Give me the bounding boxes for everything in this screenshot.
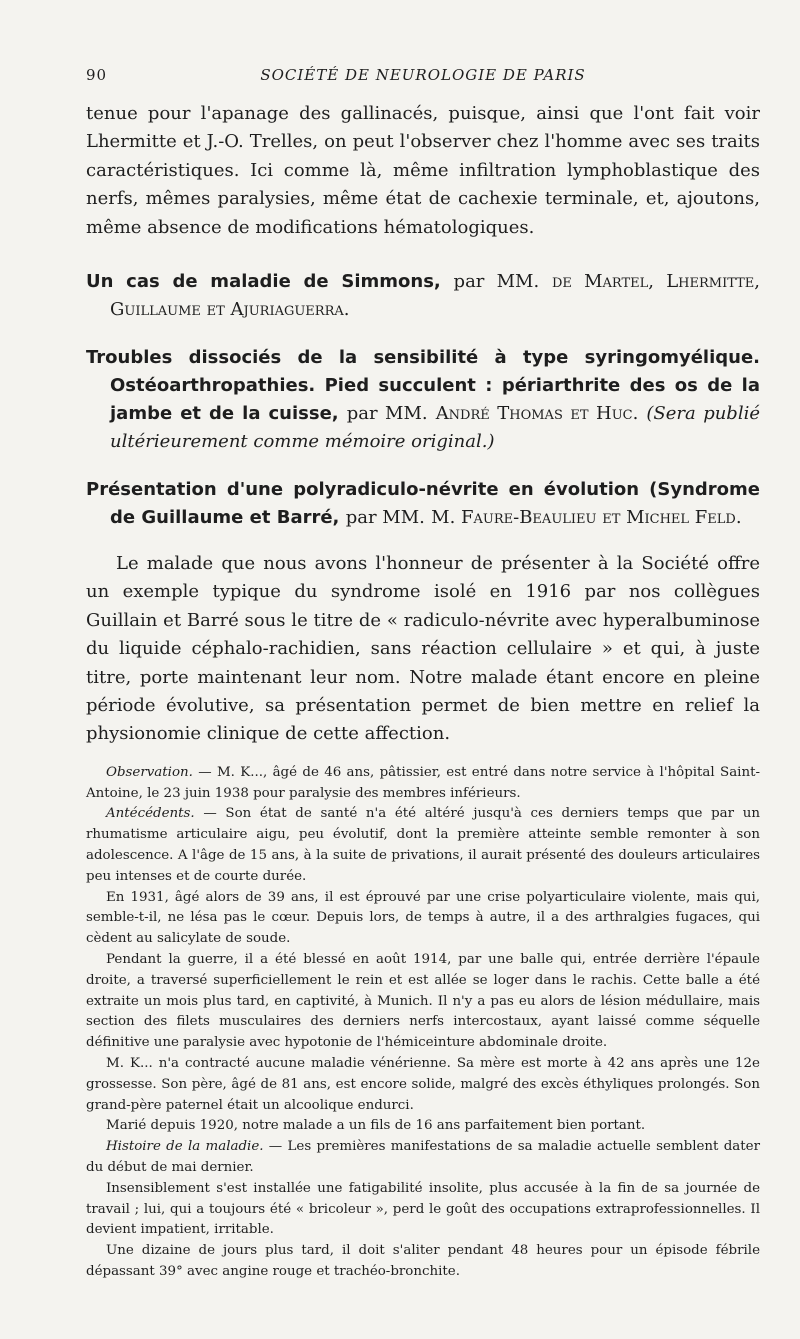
running-header — [86, 66, 760, 88]
observation-block — [86, 763, 760, 1283]
section-authors-prefix: par MM. — [346, 403, 428, 425]
small-paragraph: Une dizaine de jours plus tard, il doit s'aliter pendant 48 heures pour un épisode fébrile dépassant 39° avec angine rouge et trachéo-bronchite. — [86, 1243, 760, 1279]
small-paragraph: Marié depuis 1920, notre malade a un fils de 16 ans parfaitement bien portant. — [106, 1118, 646, 1134]
section-title-text: Un cas de maladie de Simmons, — [86, 271, 441, 293]
small-paragraph: Insensiblement s'est installée une fatigabilité insolite, plus accusée à la fin de sa journée de travail ; lui, qui a toujours été « bricoleur », perd le goût des occupations extraprofessionnelles. Il devient impatient, irritable. — [86, 1180, 760, 1238]
main-paragraph: Le malade que nous avons l'honneur de présenter à la Société offre un exemple typique du syndrome isolé en 1916 par nos collègues Guillain et Barré sous le titre de « radiculo-névrite avec hyperalbuminose du liquide céphalo-rachidien, sans réaction cellulaire » et qui, à juste titre, porte maintenant leur nom. Notre malade étant encore en pleine période évolutive, sa présentation permet de bien mettre en relief la physionomie clinique de cette affection. — [86, 553, 760, 745]
intro-paragraph: tenue pour l'apanage des gallinacés, puisque, ainsi que l'ont fait voir Lhermitte et J.-O. Trelles, on peut l'observer chez l'homme avec ses traits caractéristiques. Ici comme là, même infiltration lymphoblastique des nerfs, mêmes paralysies, même état de cachexie terminale, et, ajoutons, même absence de modifications hématologiques. — [86, 103, 760, 238]
section-title-syringomyelique — [86, 344, 760, 456]
small-paragraph: Pendant la guerre, il a été blessé en août 1914, par une balle qui, entrée derrière l'épaule droite, a traversé superficiellement le rein et est allée se loger dans le rachis. Cette balle a été extraite un mois plus tard, en captivité, à Munich. Il n'y a pas eu alors de lésion médullaire, mais section des filets musculaires des derniers nerfs intercostaux, ayant laissé comme séquelle définitive une paralysie avec hypotonie de l'hémiceinture abdominale droite. — [86, 952, 760, 1051]
section-authors-prefix: par MM. — [453, 271, 540, 293]
section-title-text: Troubles dissociés de la sensibilité à type syringomyélique. Ostéoarthropathies. Pied succulent : périarthrite des os de la jambe et de la cuisse, — [86, 347, 760, 425]
small-paragraph: M. K... n'a contracté aucune maladie vénérienne. Sa mère est morte à 42 ans après une 12e grossesse. Son père, âgé de 81 ans, est encore solide, malgré des excès éthyliques prolongés. Son grand-père paternel était un alcoolique endurci. — [86, 1056, 760, 1113]
section-note: (Sera publié ultérieurement comme mémoire original.) — [110, 403, 760, 453]
page-number: 90 — [86, 66, 108, 84]
small-paragraph: Observation. — M. K..., âgé de 46 ans, pâtissier, est entré dans notre service à l'hôpital Saint-Antoine, le 23 juin 1938 pour paralysie des membres inférieurs. — [86, 764, 760, 801]
page-body — [86, 100, 760, 1283]
section-authors: de Martel, Lhermitte, Guillaume et Ajuriaguerra. — [110, 271, 760, 321]
section-authors: André Thomas et Huc. — [435, 403, 639, 425]
small-paragraph: En 1931, âgé alors de 39 ans, il est éprouvé par une crise polyarticulaire violente, mais qui, semble-t-il, ne lésa pas le cœur. Depuis lors, de temps à autre, il a des arthralgies fugaces, qui cèdent au salicylate de soude. — [86, 889, 760, 947]
running-title: SOCIÉTÉ DE NEUROLOGIE DE PARIS — [260, 66, 586, 84]
section-authors-prefix: par MM. — [345, 507, 425, 529]
section-authors: M. Faure-Beaulieu et Michel Feld. — [431, 507, 742, 529]
small-paragraph: Histoire de la maladie. — Les premières manifestations de sa maladie actuelle semblent dater du début de mai dernier. — [86, 1139, 760, 1176]
section-title-simmons — [86, 268, 760, 324]
section-title-polyradiculo-nevrite — [86, 476, 760, 532]
small-paragraph: Antécédents. — Son état de santé n'a été altéré jusqu'à ces derniers temps que par un rhumatisme articulaire aigu, peu évolutif, dont la première atteinte semble remonter à son adolescence. A l'âge de 15 ans, à la suite de privations, il aurait présenté des douleurs articulaires peu intenses et de courte durée. — [86, 806, 760, 884]
section-title-text: Présentation d'une polyradiculo-névrite en évolution (Syndrome de Guillaume et Barré, — [86, 479, 760, 529]
